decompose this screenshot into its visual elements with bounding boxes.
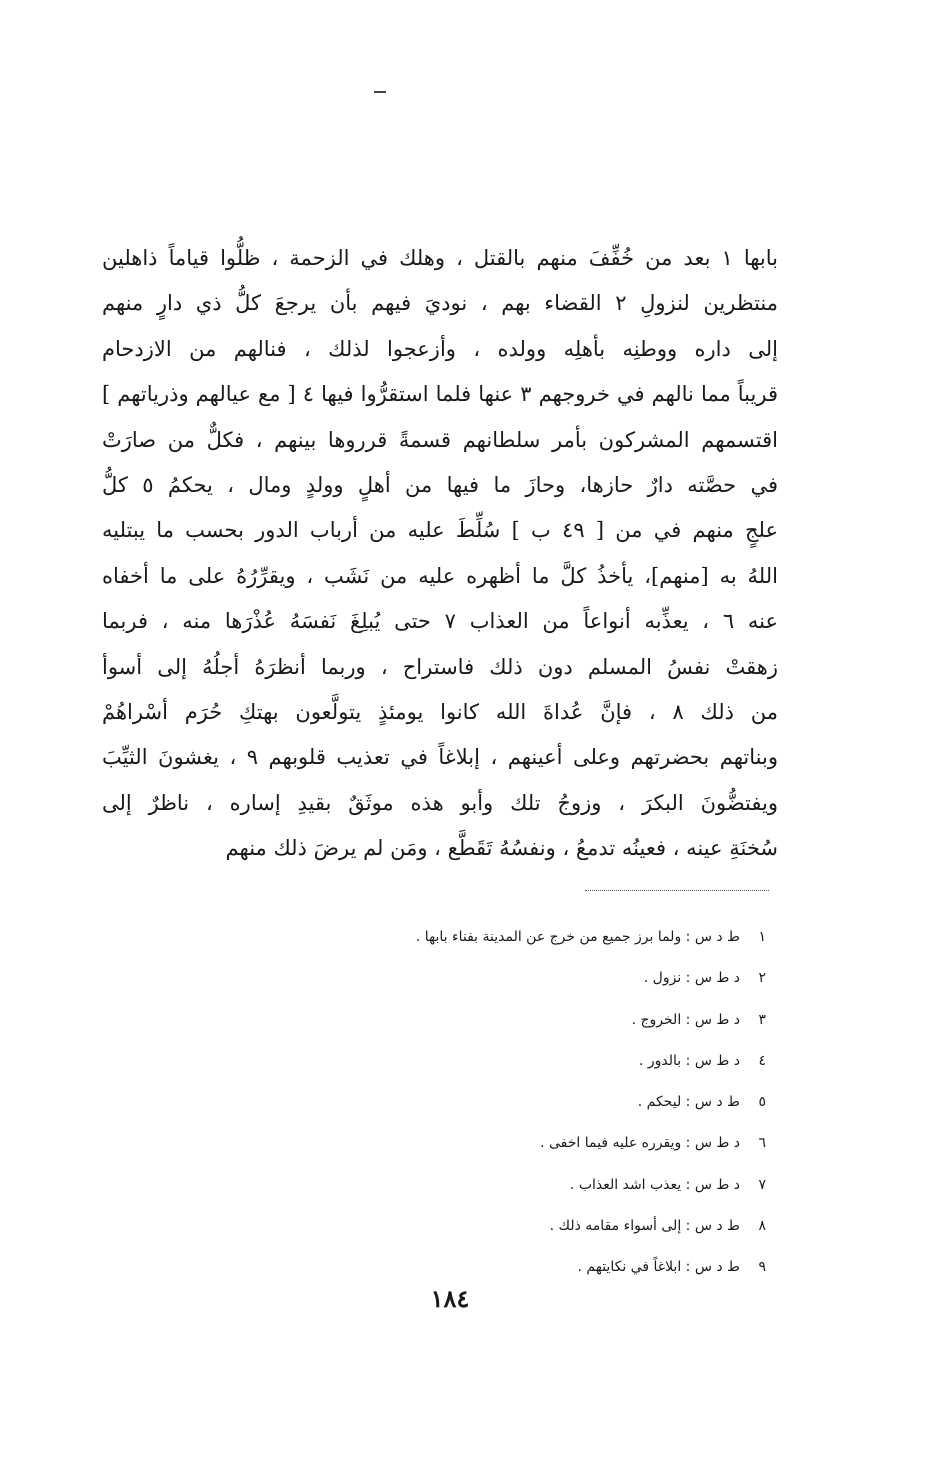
body-line: منتظرين لنزولِ ٢ القضاء بهم ، نوديَ فيهم بأن يرجعَ كلُّ ذي دارٍ منهم xyxy=(102,291,778,316)
footnote-text: د ط س : الخروج . xyxy=(631,1011,740,1028)
footnote xyxy=(206,958,766,999)
body-line: من ذلك ٨ ، فإنَّ عُداةَ الله كانوا يومئذٍ يتولَّعون بهتكِ حُرَم أسْراهُمْ xyxy=(102,699,778,724)
body-line: اقتسمهم المشركون بأمر سلطانهم قسمةً قرروها بينهم ، فكلٌّ من صارَتْ xyxy=(102,427,778,452)
header-mark xyxy=(374,91,386,93)
body-line: سُخنَةِ عينه ، فعينُه تدمعُ ، ونفسُهُ تَقَطَّع ، ومَن لم يرضَ ذلك منهم xyxy=(225,836,778,861)
footnote xyxy=(206,1165,766,1206)
footnote xyxy=(206,1041,766,1082)
footnote-text: د ط س : ويقرره عليه فيما اخفى . xyxy=(540,1135,740,1152)
footnote-number: ٨ xyxy=(758,1218,766,1235)
footnote-number: ٣ xyxy=(758,1011,766,1028)
footnote-text: ط د س : إلى أسواء مقامه ذلك . xyxy=(549,1218,740,1235)
body-line: وبناتهم بحضرتهم وعلى أعينهم ، إبلاغاً في تعذيب قلوبهم ٩ ، يغشونَ الثيِّبَ xyxy=(102,745,778,770)
footnote-number: ٩ xyxy=(758,1259,766,1276)
footnote-number: ٦ xyxy=(758,1135,766,1152)
body-line: اللهُ به [منهم]، يأخذُ كلَّ ما أظهره عليه من نَشَب ، ويقرِّرُهُ على ما أخفاه xyxy=(102,563,778,588)
footnote-text: ط د س : ابلاغاً في نكايتهم . xyxy=(577,1259,740,1276)
footnote xyxy=(206,1000,766,1041)
footnote xyxy=(206,917,766,958)
footnote-number: ٥ xyxy=(758,1094,766,1111)
footnote-text: د ط س : نزول . xyxy=(643,970,740,987)
body-line: في حصَّته دارٌ حازها، وحازَ ما فيها من أهلٍ وولدٍ ومال ، يحكمُ ٥ كلُّ xyxy=(102,472,778,497)
footnote-number: ٤ xyxy=(758,1052,766,1069)
footnotes xyxy=(206,917,766,1289)
body-line: بابها ١ بعد من خُفِّفَ منهم بالقتل ، وهلك في الزحمة ، ظلُّوا قياماً ذاهلين xyxy=(102,246,778,270)
body-line: إلى داره ووطنِه بأهلِه وولده ، وأزعجوا لذلك ، فنالهم من الازدحام xyxy=(102,336,778,361)
footnote-number: ٧ xyxy=(758,1176,766,1193)
body-line: عنه ٦ ، يعذِّبه أنواعاً من العذاب ٧ حتى يُبلِغَ نَفسَهُ عُذْرَها منه ، فربما xyxy=(102,609,778,634)
body-line: ويفتضُّونَ البكرَ ، وزوجُ تلك وأبو هذه موثَقٌ بقيدِ إساره ، ناظرٌ إلى xyxy=(102,790,778,815)
footnote xyxy=(206,1247,766,1288)
body-line: علجٍ منهم في من [ ٤٩ ب ] سُلِّطَ عليه من أرباب الدور بحسب ما يبتليه xyxy=(102,518,778,543)
footnote-text: ط د س : ليحكم . xyxy=(637,1094,740,1111)
footnote-number: ١ xyxy=(758,929,766,945)
body-line: قريباً مما نالهم في خروجهم ٣ عنها فلما استقرُّوا فيها ٤ [ مع عيالهم وذرياتهم ] xyxy=(102,382,778,407)
footnote-text: د ط س : يعذب اشد العذاب . xyxy=(569,1176,740,1193)
footnote xyxy=(206,1206,766,1247)
footnote xyxy=(206,1123,766,1164)
body-line: زهقتْ نفسُ المسلم دون ذلك فاستراح ، وربما أنظرَهُ أجلُهُ إلى أسوأ xyxy=(102,654,778,679)
page-number: ١٨٤ xyxy=(430,1284,470,1313)
footnote-text: ط د س : ولما برز جميع من خرج عن المدينة بفناء بابها . xyxy=(415,929,740,945)
footnote-separator xyxy=(585,890,769,891)
footnote-number: ٢ xyxy=(758,970,766,987)
footnote xyxy=(206,1082,766,1123)
footnote-text: د ط س : بالدور . xyxy=(639,1052,740,1069)
body-text xyxy=(102,236,778,871)
